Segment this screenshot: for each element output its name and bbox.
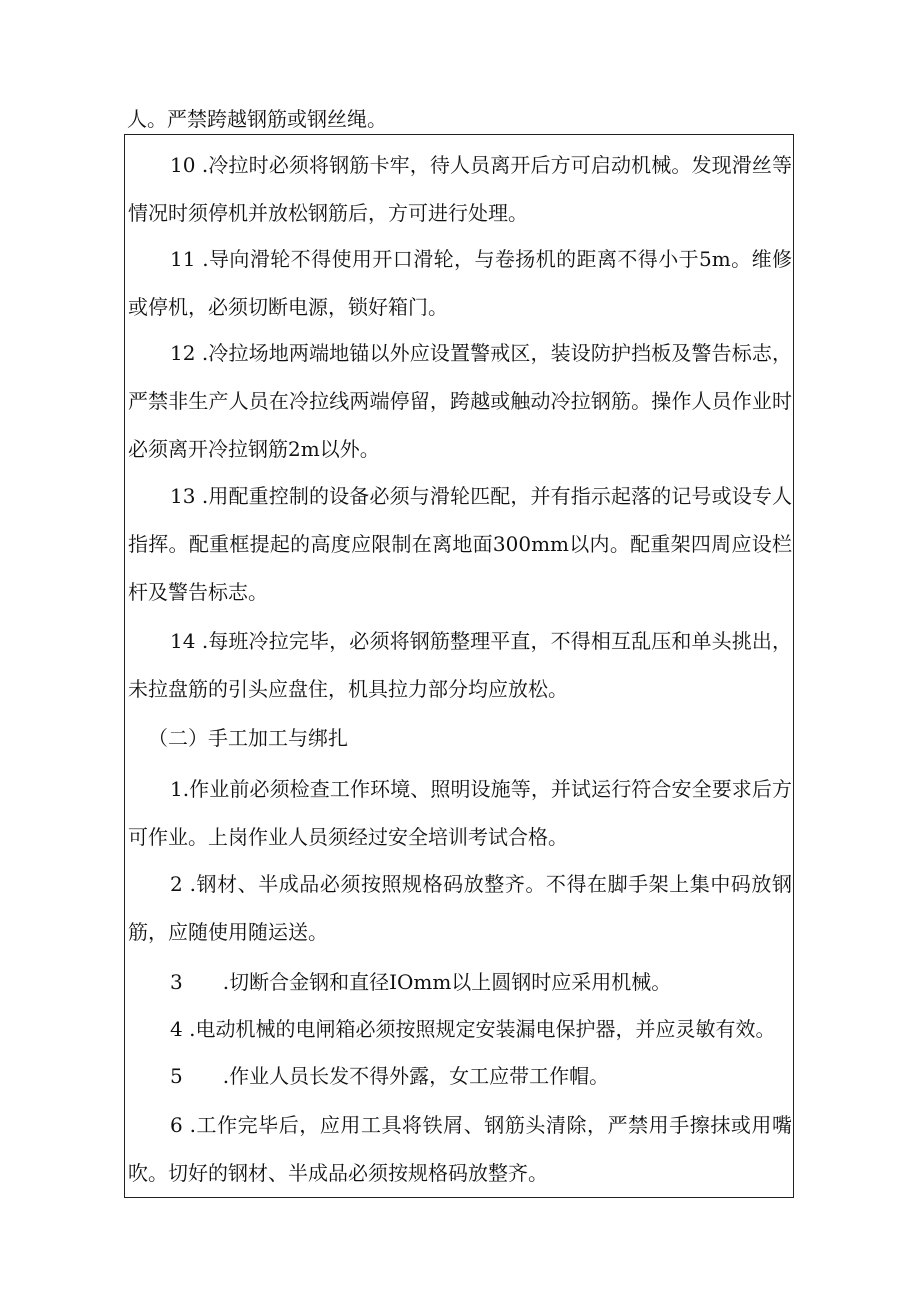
paragraph-item-10: 10 .冷拉时必须将钢筋卡牢，待人员离开后方可启动机械。发现滑丝等情况时须停机并放松钢筋后，方可进行处理。 bbox=[128, 153, 792, 225]
paragraph-item-11: 11 .导向滑轮不得使用开口滑轮，与卷扬机的距离不得小于5m。维修或停机，必须切断电源，锁好箱门。 bbox=[128, 247, 792, 319]
paragraph-item-13: 13 .用配重控制的设备必须与滑轮匹配，并有指示起落的记号或设专人指挥。配重框提起的高度应限制在离地面300mm以内。配重架四周应设栏杆及警告标志。 bbox=[128, 484, 792, 604]
paragraph-hand-1: 1.作业前必须检查工作环境、照明设施等，并试运行符合安全要求后方可作业。上岗作业人员须经过安全培训考试合格。 bbox=[128, 777, 792, 849]
carry-over-text: 人。严禁跨越钢筋或钢丝绳。 bbox=[127, 107, 387, 131]
paragraph-item-12: 12 .冷拉场地两端地锚以外应设置警戒区，装设防护挡板及警告标志，严禁非生产人员在冷拉线两端停留，跨越或触动冷拉钢筋。操作人员作业时必须离开冷拉钢筋2m以外。 bbox=[128, 341, 792, 461]
paragraph-hand-6: 6 .工作完毕后，应用工具将铁屑、钢筋头清除，严禁用手擦抹或用嘴吹。切好的钢材、半成品必须按规格码放整齐。 bbox=[128, 1113, 792, 1185]
section-heading-manual-processing: （二）手工加工与绑扎 bbox=[148, 726, 348, 750]
paragraph-item-14: 14 .每班冷拉完毕，必须将钢筋整理平直，不得相互乱压和单头挑出，未拉盘筋的引头应盘住，机具拉力部分均应放松。 bbox=[128, 629, 792, 701]
paragraph-hand-3: 3 .切断合金钢和直径IOmm以上圆钢时应采用机械。 bbox=[170, 970, 672, 994]
paragraph-hand-4: 4 .电动机械的电闸箱必须按照规定安装漏电保护器，并应灵敏有效。 bbox=[170, 1017, 776, 1041]
paragraph-hand-5: 5 .作业人员长发不得外露，女工应带工作帽。 bbox=[170, 1064, 610, 1088]
paragraph-hand-2: 2 .钢材、半成品必须按照规格码放整齐。不得在脚手架上集中码放钢筋，应随使用随运送。 bbox=[128, 872, 792, 944]
